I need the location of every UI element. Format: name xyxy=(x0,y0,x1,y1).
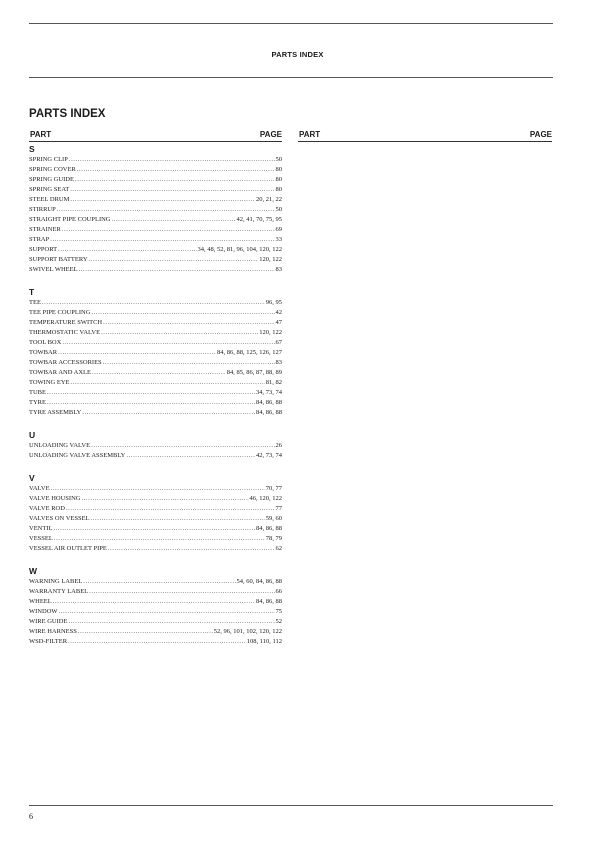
header-bottom-rule xyxy=(29,77,553,78)
dot-leader xyxy=(51,484,265,494)
part-name: TEMPERATURE SWITCH xyxy=(29,319,103,326)
page-references: 67 xyxy=(275,339,282,346)
index-section xyxy=(29,473,282,554)
index-entry xyxy=(29,617,282,627)
dot-leader xyxy=(62,225,275,235)
index-entry xyxy=(29,358,282,368)
part-name: VALVES ON VESSEL xyxy=(29,515,90,522)
part-name: TYRE ASSEMBLY xyxy=(29,409,82,416)
part-name: SPRING CLIP xyxy=(29,156,68,163)
running-header: PARTS INDEX xyxy=(271,50,324,59)
index-entry xyxy=(29,627,282,637)
index-entry xyxy=(29,235,282,245)
page-references: 69 xyxy=(275,226,282,233)
header-top-rule xyxy=(29,23,553,24)
part-name: TYRE xyxy=(29,399,46,406)
dot-leader xyxy=(53,597,255,607)
dot-leader xyxy=(92,368,226,378)
index-entry xyxy=(29,607,282,617)
dot-leader xyxy=(53,524,255,534)
index-entry xyxy=(29,338,282,348)
page-references: 42, 41, 70, 75, 95 xyxy=(236,216,282,223)
part-name: VALVE ROD xyxy=(29,505,65,512)
index-entry xyxy=(29,215,282,225)
index-entry xyxy=(29,245,282,255)
page-references: 96, 95 xyxy=(265,299,282,306)
section-letter: T xyxy=(29,287,35,297)
part-name: TEE xyxy=(29,299,41,306)
page-references: 26 xyxy=(275,442,282,449)
dot-leader xyxy=(91,441,274,451)
page-references: 46, 120, 122 xyxy=(249,495,282,502)
part-column-heading: PART xyxy=(299,130,321,139)
index-entry xyxy=(29,255,282,265)
dot-leader xyxy=(89,587,274,597)
page-references: 84, 86, 88 xyxy=(256,598,282,605)
index-entry xyxy=(29,514,282,524)
page-references: 84, 86, 88 xyxy=(256,399,282,406)
dot-leader xyxy=(42,298,265,308)
part-name: UNLOADING VALVE xyxy=(29,442,91,449)
footer-rule xyxy=(29,805,553,806)
dot-leader xyxy=(57,205,275,215)
part-name: SUPPORT BATTERY xyxy=(29,256,88,263)
page-references: 33 xyxy=(275,236,282,243)
index-section xyxy=(29,287,282,418)
index-entry xyxy=(29,637,282,647)
dot-leader xyxy=(82,408,255,418)
page-references: 42, 73, 74 xyxy=(256,452,282,459)
dot-leader xyxy=(47,398,255,408)
dot-leader xyxy=(89,255,259,265)
part-name: STEEL DRUM xyxy=(29,196,70,203)
index-entry xyxy=(29,265,282,275)
part-name: SPRING COVER xyxy=(29,166,76,173)
part-name: TOWBAR AND AXLE xyxy=(29,369,91,376)
part-name: STRAP xyxy=(29,236,50,243)
dot-leader xyxy=(58,245,196,255)
dot-leader xyxy=(112,215,236,225)
index-entry xyxy=(29,328,282,338)
page-references: 84, 86, 88 xyxy=(256,525,282,532)
left-column-header xyxy=(29,130,282,142)
index-entry xyxy=(29,504,282,514)
part-name: SUPPORT xyxy=(29,246,58,253)
part-name: TOOL BOX xyxy=(29,339,62,346)
page-column-heading: PAGE xyxy=(259,130,282,139)
index-entry xyxy=(29,318,282,328)
page-references: 81, 82 xyxy=(265,379,282,386)
index-entry xyxy=(29,534,282,544)
dot-leader xyxy=(59,607,275,617)
page-title: PARTS INDEX xyxy=(29,108,106,120)
dot-leader xyxy=(71,378,265,388)
index-section xyxy=(29,566,282,647)
page-references: 84, 86, 88 xyxy=(256,409,282,416)
dot-leader xyxy=(103,358,275,368)
part-name: VENTIL xyxy=(29,525,53,532)
part-name: VALVE HOUSING xyxy=(29,495,81,502)
dot-leader xyxy=(101,328,258,338)
page-references: 50 xyxy=(275,206,282,213)
index-entry xyxy=(29,484,282,494)
index-entry xyxy=(29,587,282,597)
dot-leader xyxy=(83,577,235,587)
part-name: TOWBAR xyxy=(29,349,58,356)
page-references: 80 xyxy=(275,166,282,173)
dot-leader xyxy=(78,627,213,637)
dot-leader xyxy=(47,388,255,398)
index-entry xyxy=(29,348,282,358)
part-name: STIRRUP xyxy=(29,206,56,213)
dot-leader xyxy=(75,175,275,185)
part-name: TOWBAR ACCESSORIES xyxy=(29,359,102,366)
index-entry xyxy=(29,398,282,408)
page-references: 84, 86, 88, 125, 126, 127 xyxy=(217,349,282,356)
part-name: VESSEL xyxy=(29,535,53,542)
index-section xyxy=(29,430,282,461)
dot-leader xyxy=(103,318,274,328)
dot-leader xyxy=(108,544,275,554)
page-references: 52 xyxy=(275,618,282,625)
index-entry xyxy=(29,388,282,398)
part-name: STRAINER xyxy=(29,226,61,233)
part-name: TOWING EYE xyxy=(29,379,70,386)
index-entry xyxy=(29,597,282,607)
part-name: WARRANTY LABEL xyxy=(29,588,89,595)
dot-leader xyxy=(50,235,274,245)
index-entry xyxy=(29,195,282,205)
page-references: 83 xyxy=(275,266,282,273)
page-references: 84, 85, 86, 87, 88, 89 xyxy=(226,369,282,376)
page-references: 62 xyxy=(275,545,282,552)
dot-leader xyxy=(77,165,275,175)
dot-leader xyxy=(62,338,274,348)
part-name: TUBE xyxy=(29,389,46,396)
page-references: 70, 77 xyxy=(265,485,282,492)
page-references: 54, 60, 84, 86, 88 xyxy=(236,578,282,585)
part-name: VALVE xyxy=(29,485,50,492)
part-name: WIRE HARNESS xyxy=(29,628,77,635)
page-references: 47 xyxy=(275,319,282,326)
page-references: 42 xyxy=(275,309,282,316)
part-name: WIRE GUIDE xyxy=(29,618,68,625)
section-letter: S xyxy=(29,144,35,154)
index-entry xyxy=(29,185,282,195)
dot-leader xyxy=(91,308,274,318)
page-references: 34, 48, 52, 81, 96, 104, 120, 122 xyxy=(197,246,282,253)
dot-leader xyxy=(68,617,274,627)
index-entry xyxy=(29,225,282,235)
index-entry xyxy=(29,441,282,451)
dot-leader xyxy=(70,195,255,205)
index-section xyxy=(29,144,282,275)
dot-leader xyxy=(79,265,275,275)
index-entry xyxy=(29,175,282,185)
dot-leader xyxy=(66,504,275,514)
part-name: SPRING SEAT xyxy=(29,186,70,193)
dot-leader xyxy=(81,494,248,504)
page-references: 78, 79 xyxy=(265,535,282,542)
page-references: 66 xyxy=(275,588,282,595)
section-letter: W xyxy=(29,566,38,576)
dot-leader xyxy=(68,637,246,647)
part-name: WARNING LABEL xyxy=(29,578,83,585)
part-name: TEE PIPE COUPLING xyxy=(29,309,91,316)
page-references: 120, 122 xyxy=(259,256,282,263)
part-name: UNLOADING VALVE ASSEMBLY xyxy=(29,452,126,459)
index-entry xyxy=(29,524,282,534)
index-entry xyxy=(29,577,282,587)
part-name: STRAIGHT PIPE COUPLING xyxy=(29,216,111,223)
index-entry xyxy=(29,544,282,554)
part-name: WHEEL xyxy=(29,598,52,605)
index-entry xyxy=(29,494,282,504)
index-entry xyxy=(29,155,282,165)
dot-leader xyxy=(70,185,274,195)
dot-leader xyxy=(91,514,265,524)
index-entry xyxy=(29,368,282,378)
page-number: 6 xyxy=(29,812,33,821)
parts-index-list xyxy=(29,144,282,659)
index-entry xyxy=(29,298,282,308)
index-entry xyxy=(29,451,282,461)
dot-leader xyxy=(126,451,255,461)
page-references: 108, 110, 112 xyxy=(246,638,282,645)
page-references: 77 xyxy=(275,505,282,512)
index-entry xyxy=(29,308,282,318)
dot-leader xyxy=(69,155,275,165)
dot-leader xyxy=(58,348,216,358)
part-name: SPRING GUIDE xyxy=(29,176,74,183)
index-entry xyxy=(29,378,282,388)
page-references: 80 xyxy=(275,176,282,183)
page-references: 59, 60 xyxy=(265,515,282,522)
index-entry xyxy=(29,408,282,418)
page-references: 120, 122 xyxy=(259,329,282,336)
part-column-heading: PART xyxy=(30,130,52,139)
page-references: 75 xyxy=(275,608,282,615)
part-name: THERMOSTATIC VALVE xyxy=(29,329,101,336)
page-references: 50 xyxy=(275,156,282,163)
dot-leader xyxy=(54,534,265,544)
part-name: VESSEL AIR OUTLET PIPE xyxy=(29,545,107,552)
page-references: 83 xyxy=(275,359,282,366)
index-entry xyxy=(29,165,282,175)
part-name: SWIVEL WHEEL xyxy=(29,266,78,273)
right-column-header xyxy=(298,130,552,142)
index-entry xyxy=(29,205,282,215)
page-references: 34, 73, 74 xyxy=(256,389,282,396)
section-letter: V xyxy=(29,473,35,483)
page-column-heading: PAGE xyxy=(529,130,552,139)
section-letter: U xyxy=(29,430,36,440)
page-references: 52, 96, 101, 102, 120, 122 xyxy=(213,628,282,635)
part-name: WINDOW xyxy=(29,608,58,615)
page-references: 80 xyxy=(275,186,282,193)
part-name: WSD-FILTER xyxy=(29,638,68,645)
page-references: 20, 21, 22 xyxy=(256,196,282,203)
